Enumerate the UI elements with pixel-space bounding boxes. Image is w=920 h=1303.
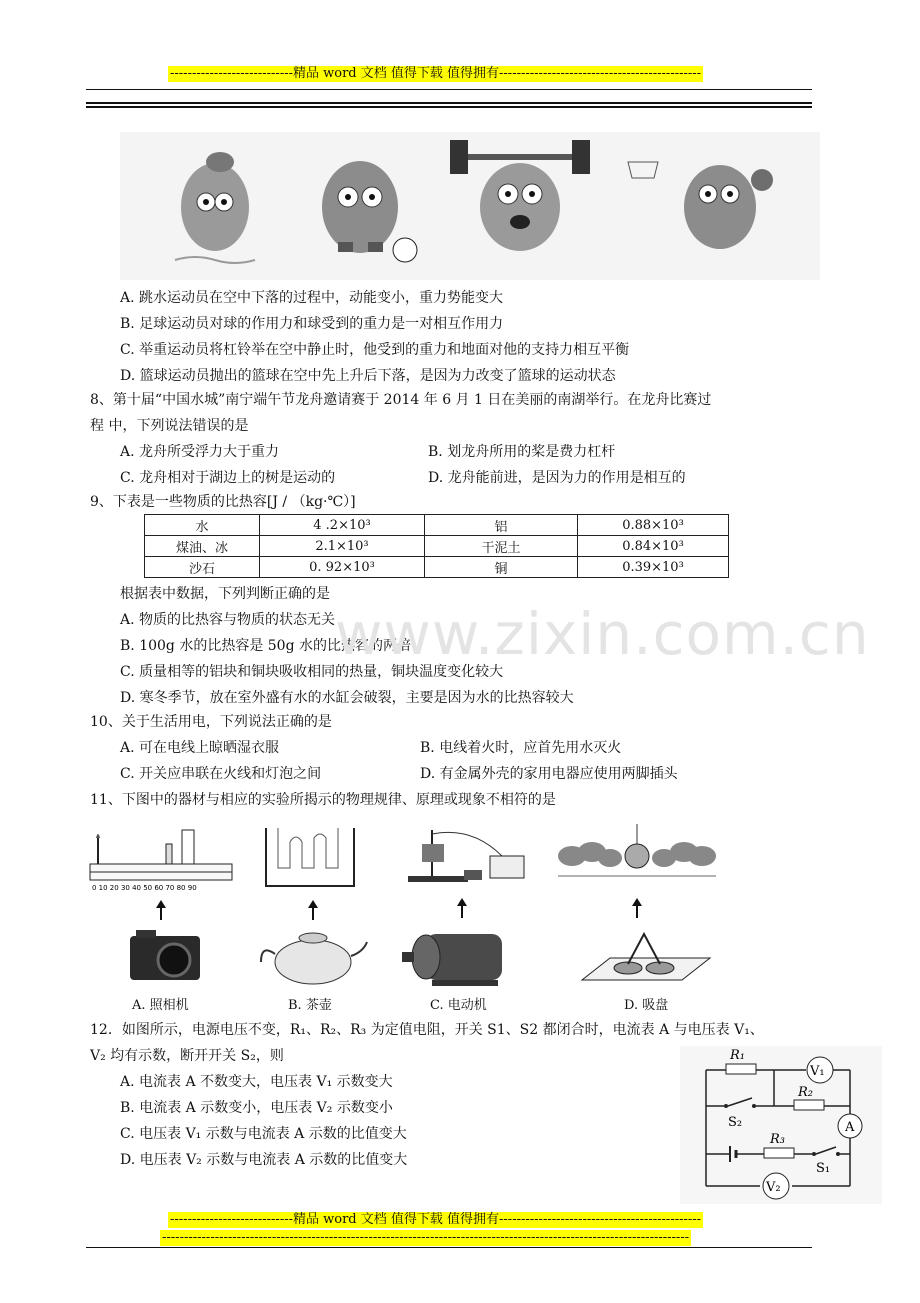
resistor-r2	[794, 1100, 824, 1110]
q12-option-a: A. 电流表 A 不数变大，电压表 V₁ 示数变大	[120, 1074, 393, 1090]
q10-option-d: D. 有金属外壳的家用电器应使用两脚插头	[420, 766, 678, 782]
resistor-r1	[726, 1064, 756, 1074]
label-a: A	[845, 1120, 855, 1135]
q8-stem-line2: 程 中，下列说法错误的是	[90, 418, 249, 434]
label-s1: S₁	[816, 1161, 831, 1176]
q8-option-c: C. 龙舟相对于湖边上的树是运动的	[120, 470, 336, 486]
mascot-sports-illustration	[120, 132, 820, 280]
label-r1: R₁	[730, 1048, 745, 1063]
q12-stem-line1: 12．如图所示，电源电压不变，R₁、R₂、R₃ 为定值电阻，开关 S1、S2 都闭合时，电流表 A 与电压表 V₁、	[90, 1022, 764, 1038]
q8-stem-line1: 8、第十届“中国水城”南宁端午节龙舟邀请赛于 2014 年 6 月 1 日在美丽的南湖举行。在龙舟比赛过	[90, 392, 712, 408]
footer-banner-dashes: ------------------------------------------------------------------------------------------------------------------------	[162, 1230, 690, 1245]
watermark: www.zixin.com.cn	[335, 600, 870, 668]
q8-option-a: A. 龙舟所受浮力大于重力	[120, 444, 280, 460]
q7-option-a: A. 跳水运动员在空中下落的过程中，动能变小，重力势能变大	[120, 290, 504, 306]
q12-option-b: B. 电流表 A 示数变小，电压表 V₂ 示数变小	[120, 1100, 393, 1116]
q9-option-a: A. 物质的比热容与物质的状态无关	[120, 612, 336, 628]
table-row	[145, 557, 729, 578]
q9-option-c: C. 质量相等的铝块和铜块吸收相同的热量，铜块温度变化较大	[120, 664, 504, 680]
table-row	[145, 515, 729, 536]
caption-b: B. 茶壶	[288, 998, 332, 1013]
header-rule-thin	[86, 89, 812, 90]
specific-heat-table	[144, 514, 729, 578]
q10-option-c: C. 开关应串联在火线和灯泡之间	[120, 766, 322, 782]
figure-c-apparatus-motor	[402, 822, 532, 994]
label-v1: V₁	[810, 1064, 825, 1079]
caption-a: A. 照相机	[132, 998, 189, 1013]
label-v2: V₂	[766, 1180, 781, 1195]
table-cell: 2.1×10³	[260, 536, 425, 557]
label-r2: R₂	[798, 1085, 813, 1100]
table-cell: 0.39×10³	[578, 557, 729, 578]
q10-stem: 10、关于生活用电，下列说法正确的是	[90, 714, 332, 730]
table-cell: 0. 92×10³	[260, 557, 425, 578]
table-cell: 水	[145, 515, 260, 536]
caption-d: D. 吸盘	[624, 998, 669, 1013]
q10-option-b: B. 电线着火时，应首先用水灭火	[420, 740, 622, 756]
q9-option-d: D. 寒冬季节，放在室外盛有水的水缸会破裂，主要是因为水的比热容较大	[120, 690, 574, 706]
table-row	[145, 536, 729, 557]
q9-option-b: B. 100g 水的比热容是 50g 水的比热容的两倍	[120, 638, 411, 654]
q8-option-d: D. 龙舟能前进，是因为力的作用是相互的	[428, 470, 686, 486]
header-banner: ----------------------------精品 word 文档 值得下载 值得拥有----------------------------------------------	[170, 66, 702, 81]
table-cell: 0.84×10³	[578, 536, 729, 557]
q9-stem: 9、下表是一些物质的比热容[J / （kg·℃）]	[90, 494, 356, 510]
figure-b-vessels-teapot	[258, 824, 368, 994]
resistor-r3	[764, 1148, 794, 1158]
q11-stem: 11、下图中的器材与相应的实验所揭示的物理规律、原理或现象不相符的是	[90, 792, 556, 808]
footer-banner: ----------------------------精品 word 文档 值得下载 值得拥有----------------------------------------------	[170, 1212, 702, 1227]
q9-lead: 根据表中数据，下列判断正确的是	[120, 586, 330, 602]
label-r3: R₃	[770, 1132, 785, 1147]
table-cell: 0.88×10³	[578, 515, 729, 536]
table-cell: 沙石	[145, 557, 260, 578]
q12-option-d: D. 电压表 V₂ 示数与电流表 A 示数的比值变大	[120, 1152, 408, 1168]
q8-option-b: B. 划龙舟所用的桨是费力杠杆	[428, 444, 616, 460]
ruler-ticks: 0 10 20 30 40 50 60 70 80 90	[92, 884, 197, 892]
figure-d-hemispheres-suction	[552, 818, 722, 994]
q7-option-b: B. 足球运动员对球的作用力和球受到的重力是一对相互作用力	[120, 316, 504, 332]
footer-rule	[86, 1247, 812, 1248]
q12-option-c: C. 电压表 V₁ 示数与电流表 A 示数的比值变大	[120, 1126, 407, 1142]
circuit-diagram	[680, 1046, 882, 1204]
table-cell: 干泥土	[425, 536, 578, 557]
figure-a-optical-bench-camera	[86, 824, 236, 994]
q7-option-c: C. 举重运动员将杠铃举在空中静止时，他受到的重力和地面对他的支持力相互平衡	[120, 342, 630, 358]
caption-c: C. 电动机	[430, 998, 487, 1013]
label-s2: S₂	[728, 1115, 743, 1130]
table-cell: 铝	[425, 515, 578, 536]
table-cell: 4 .2×10³	[260, 515, 425, 536]
header-rule-thick-2	[86, 106, 812, 108]
q12-stem-line2: V₂ 均有示数，断开开关 S₂，则	[90, 1048, 284, 1064]
q10-option-a: A. 可在电线上晾晒湿衣服	[120, 740, 280, 756]
table-cell: 铜	[425, 557, 578, 578]
header-rule-thick-1	[86, 102, 812, 104]
table-cell: 煤油、冰	[145, 536, 260, 557]
q7-option-d: D. 篮球运动员抛出的篮球在空中先上升后下落，是因为力改变了篮球的运动状态	[120, 368, 616, 384]
